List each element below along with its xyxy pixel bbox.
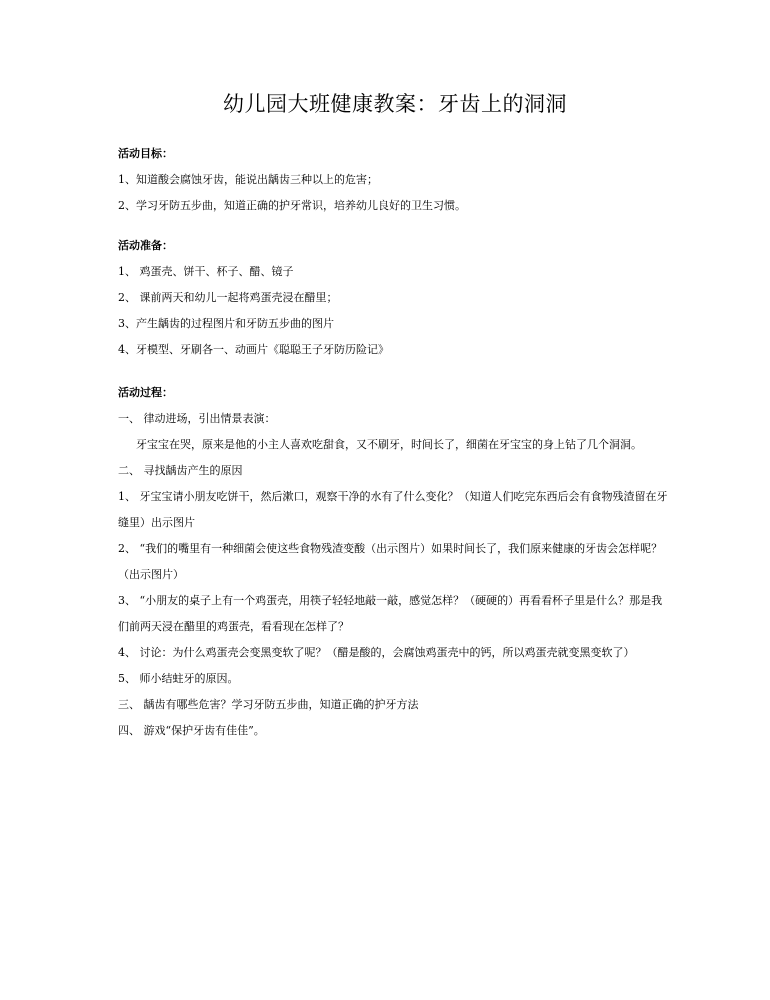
goals-item-1: 1、知道酸会腐蚀牙齿，能说出龋齿三种以上的危害； [118, 173, 378, 186]
process-step-2-item-3: 3、 “小朋友的桌子上有一个鸡蛋壳，用筷子轻轻地敲一敲，感觉怎样？（硬硬的）再看看杯子里是什么？那是我们前两天浸在醋里的鸡蛋壳，看看现在怎样了？ [118, 594, 663, 633]
process-step-2-item-1: 1、 牙宝宝请小朋友吃饼干，然后漱口，观察干净的水有了什么变化？（知道人们吃完东西后会有食物残渣留在牙缝里）出示图片 [118, 490, 668, 529]
prep-heading: 活动准备： [118, 239, 173, 252]
process-step-4-title: 四、 游戏“保护牙齿有佳佳”。 [118, 724, 265, 737]
prep-item-2: 2、 课前两天和幼儿一起将鸡蛋壳浸在醋里； [118, 291, 338, 304]
goals-heading: 活动目标： [118, 147, 173, 160]
process-heading: 活动过程： [118, 386, 173, 399]
process-step-2-item-5: 5、 师小结蛀牙的原因。 [118, 672, 239, 685]
process-step-3-title: 三、 龋齿有哪些危害？学习牙防五步曲，知道正确的护牙方法 [118, 698, 419, 711]
process-section [118, 380, 672, 744]
process-step-1-text: 牙宝宝在哭，原来是他的小主人喜欢吃甜食，又不刷牙，时间长了，细菌在牙宝宝的身上钻了几个洞洞。 [136, 438, 642, 451]
page-title: 幼儿园大班健康教案：牙齿上的洞洞 [223, 92, 567, 116]
process-step-2-item-2: 2、 “我们的嘴里有一种细菌会使这些食物残渣变酸（出示图片）如果时间长了，我们原来健康的牙齿会怎样呢？（出示图片） [118, 542, 663, 581]
goals-section [118, 141, 672, 219]
goals-item-2: 2、学习牙防五步曲，知道正确的护牙常识，培养幼儿良好的卫生习惯。 [118, 199, 466, 212]
process-step-2-item-4: 4、 讨论：为什么鸡蛋壳会变黑变软了呢？（醋是酸的，会腐蚀鸡蛋壳中的钙，所以鸡蛋壳就变黑变软了） [118, 646, 635, 659]
prep-section [118, 233, 672, 363]
prep-item-3: 3、产生龋齿的过程图片和牙防五步曲的图片 [118, 317, 334, 330]
process-step-1-title: 一、 律动进场，引出情景表演： [118, 412, 276, 425]
process-step-2-title: 二、 寻找龋齿产生的原因 [118, 464, 243, 477]
prep-item-4: 4、牙模型、牙刷各一、动画片《聪聪王子牙防历险记》 [118, 343, 389, 356]
prep-item-1: 1、 鸡蛋壳、饼干、杯子、醋、镜子 [118, 265, 294, 278]
